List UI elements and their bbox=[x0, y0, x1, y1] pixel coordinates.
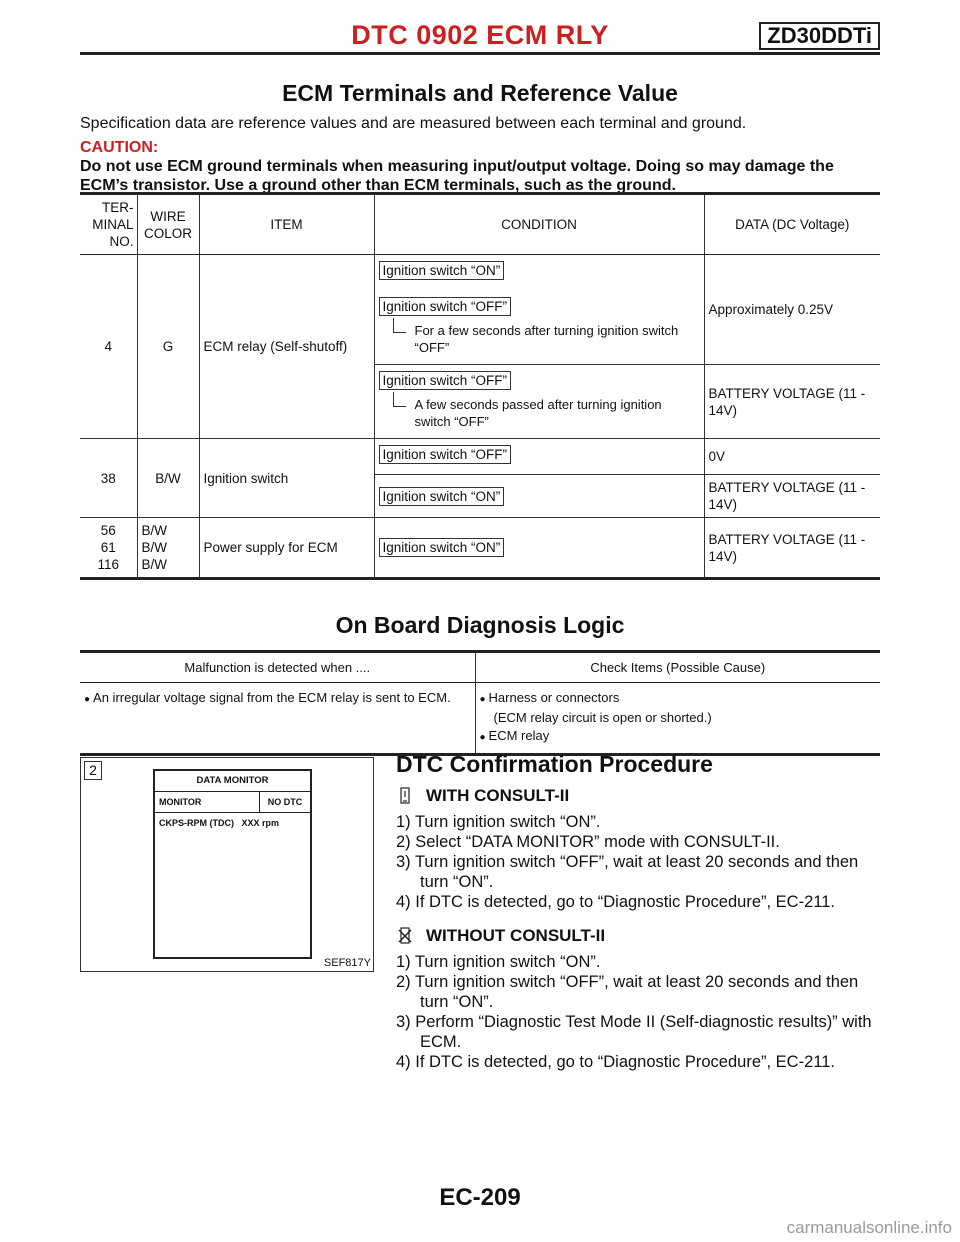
table-header-row bbox=[80, 194, 880, 255]
table-row bbox=[80, 683, 880, 755]
model-badge: ZD30DDTi bbox=[759, 22, 880, 50]
col-condition: CONDITION bbox=[374, 194, 704, 255]
data-monitor-figure bbox=[80, 757, 374, 972]
consult-screen bbox=[153, 769, 312, 959]
terminal-cell: 4 bbox=[104, 339, 112, 354]
data-cell: 0V bbox=[704, 439, 880, 475]
table-row bbox=[80, 439, 880, 475]
step: 1) Turn ignition switch “ON”. bbox=[396, 953, 601, 971]
col-check-items: Check Items (Possible Cause) bbox=[475, 652, 880, 683]
watermark: carmanualsonline.info bbox=[786, 1218, 952, 1237]
figure-code: SEF817Y bbox=[323, 957, 371, 969]
section-title-procedure: DTC Confirmation Procedure bbox=[396, 751, 713, 777]
caution-block bbox=[80, 138, 880, 195]
dtc-procedure bbox=[396, 751, 882, 1072]
step: 4) If DTC is detected, go to “Diagnostic Procedure”, EC-211. bbox=[396, 893, 835, 911]
check-items-cell: ● Harness or connectors (ECM relay circuit is open or shorted.) ● ECM relay bbox=[475, 683, 880, 755]
section-title-terminals: ECM Terminals and Reference Value bbox=[282, 80, 678, 106]
monitor-label: MONITOR bbox=[155, 792, 260, 812]
col-wire-color: WIRE COLOR bbox=[137, 194, 199, 255]
data-cell: BATTERY VOLTAGE (11 - 14V) bbox=[704, 475, 880, 518]
wire-cell: G bbox=[137, 255, 199, 439]
screen-row: CKPS-RPM (TDC) XXX rpm bbox=[159, 818, 280, 828]
section-title-diagnosis: On Board Diagnosis Logic bbox=[335, 612, 625, 638]
step: 3) Perform “Diagnostic Test Mode II (Self-diagnostic results)” with ECM. bbox=[396, 1013, 872, 1051]
col-detected: Malfunction is detected when .... bbox=[80, 652, 475, 683]
figure-number: 2 bbox=[84, 761, 102, 780]
dtc-status: NO DTC bbox=[267, 797, 303, 807]
table-row bbox=[80, 518, 880, 579]
terminal-table bbox=[80, 192, 880, 580]
caution-text: Do not use ECM ground terminals when measuring input/output voltage. Doing so may damage the ECM’s transistor. Use a ground other than ECM terminals, such as the ground. bbox=[80, 158, 834, 194]
consult-icon bbox=[396, 787, 414, 805]
header-rule bbox=[80, 52, 880, 55]
step: 2) Turn ignition switch “OFF”, wait at least 20 seconds and then turn “ON”. bbox=[396, 973, 859, 1011]
detected-cell: ● An irregular voltage signal from the ECM relay is sent to ECM. bbox=[84, 690, 451, 705]
terminal-cell: 38 bbox=[80, 439, 137, 518]
bullet-icon: ● bbox=[84, 694, 91, 705]
header-title: DTC 0902 ECM RLY bbox=[351, 20, 609, 50]
item-cell: ECM relay (Self-shutoff) bbox=[199, 255, 374, 439]
bullet-icon: ● bbox=[479, 732, 486, 743]
condition-cell: Ignition switch “ON” Ignition switch “OFF” For a few seconds after turning ignition switch “OFF” bbox=[374, 255, 704, 365]
diagnosis-table bbox=[80, 650, 880, 756]
col-data: DATA (DC Voltage) bbox=[704, 194, 880, 255]
step: 3) Turn ignition switch “OFF”, wait at least 20 seconds and then turn “ON”. bbox=[396, 853, 859, 891]
item-cell: Power supply for ECM bbox=[199, 518, 374, 579]
data-cell: BATTERY VOLTAGE (11 - 14V) bbox=[704, 365, 880, 439]
table-row bbox=[80, 255, 880, 365]
caution-label: CAUTION: bbox=[80, 139, 159, 156]
step: 2) Select “DATA MONITOR” mode with CONSULT-II. bbox=[396, 833, 780, 851]
table-header-row bbox=[80, 652, 880, 683]
col-item: ITEM bbox=[199, 194, 374, 255]
condition-cell: Ignition switch “ON” bbox=[374, 518, 704, 579]
condition-cell: Ignition switch “OFF” A few seconds passed after turning ignition switch “OFF” bbox=[374, 365, 704, 439]
screen-title: DATA MONITOR bbox=[155, 771, 310, 792]
no-consult-icon bbox=[396, 927, 414, 945]
item-cell: Ignition switch bbox=[199, 439, 374, 518]
without-consult-heading: WITHOUT CONSULT-II bbox=[396, 926, 882, 946]
condition-cell: Ignition switch “OFF” bbox=[374, 439, 704, 475]
page-header bbox=[80, 18, 880, 50]
wire-cell: B/W bbox=[137, 439, 199, 518]
spec-text: Specification data are reference values and are measured between each terminal and ground. bbox=[80, 115, 747, 132]
step: 4) If DTC is detected, go to “Diagnostic Procedure”, EC-211. bbox=[396, 1053, 835, 1071]
data-cell: Approximately 0.25V bbox=[704, 255, 880, 365]
bullet-icon: ● bbox=[479, 694, 486, 705]
terminal-cell: 56 61 116 bbox=[80, 518, 137, 579]
screen-header bbox=[155, 792, 310, 813]
condition-cell: Ignition switch “ON” bbox=[374, 475, 704, 518]
with-consult-heading: WITH CONSULT-II bbox=[396, 786, 882, 806]
page-number: EC-209 bbox=[439, 1184, 521, 1211]
step: 1) Turn ignition switch “ON”. bbox=[396, 813, 601, 831]
col-terminal: TER- MINAL NO. bbox=[80, 194, 137, 255]
wire-cell: B/W B/W B/W bbox=[137, 518, 199, 579]
data-cell: BATTERY VOLTAGE (11 - 14V) bbox=[704, 518, 880, 579]
